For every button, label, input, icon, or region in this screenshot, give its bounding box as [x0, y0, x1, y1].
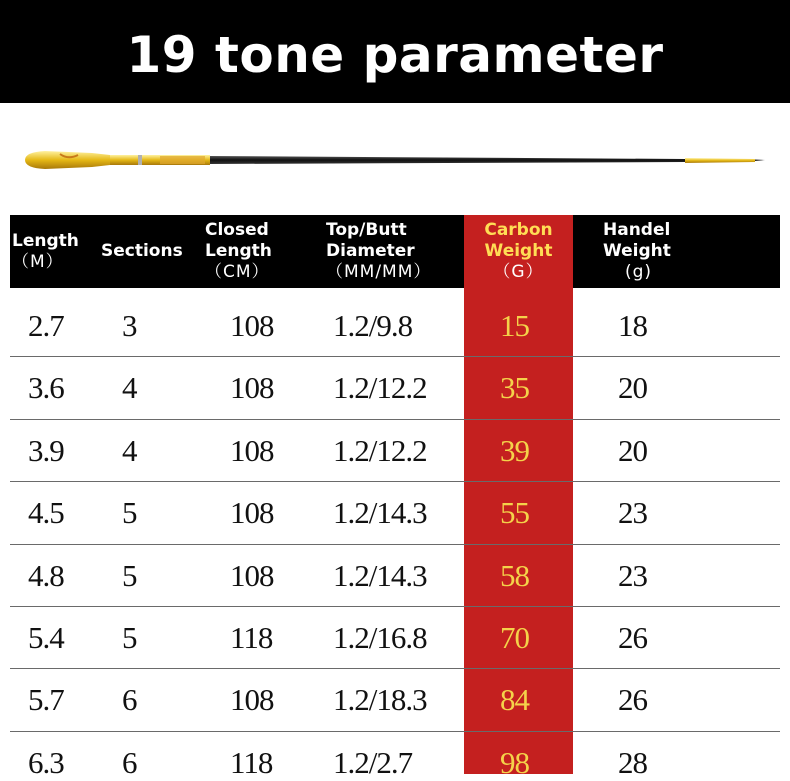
cell-closed: 108 [230, 682, 274, 718]
cell-closed: 118 [230, 744, 273, 780]
cell-handel: 18 [618, 308, 647, 343]
cell-length: 5.7 [28, 682, 64, 718]
cell-sections: 6 [122, 682, 137, 718]
cell-handel: 23 [618, 495, 647, 531]
fishing-rod-image [20, 140, 765, 180]
cell-closed: 108 [230, 432, 274, 468]
cell-carbon: 35 [500, 370, 529, 406]
cell-sections: 6 [122, 744, 137, 780]
header-diameter: Top/Butt Diameter （MM/MM） [326, 220, 432, 282]
cell-length: 2.7 [28, 308, 64, 343]
cell-closed: 108 [230, 557, 274, 593]
cell-handel: 26 [618, 682, 647, 718]
cell-closed: 118 [230, 620, 273, 655]
cell-diameter: 1.2/2.7 [333, 744, 413, 780]
cell-handel: 28 [618, 744, 647, 780]
title-banner [0, 0, 790, 103]
cell-sections: 5 [122, 557, 137, 593]
cell-closed: 108 [230, 308, 274, 343]
cell-carbon: 39 [500, 432, 529, 468]
header-length: Length （M） [12, 230, 79, 272]
cell-sections: 4 [122, 370, 137, 406]
header-closed-length: Closed Length （CM） [205, 220, 272, 282]
cell-diameter: 1.2/12.2 [333, 370, 427, 406]
header-handel-weight: Handel Weight (g) [603, 220, 671, 282]
cell-diameter: 1.2/16.8 [333, 620, 427, 655]
row-divider [10, 731, 780, 732]
cell-length: 3.9 [28, 432, 64, 468]
cell-diameter: 1.2/14.3 [333, 557, 427, 593]
cell-sections: 3 [122, 308, 137, 343]
cell-sections: 5 [122, 620, 137, 655]
row-divider [10, 419, 780, 420]
cell-handel: 26 [618, 620, 647, 655]
cell-diameter: 1.2/18.3 [333, 682, 427, 718]
cell-sections: 4 [122, 432, 137, 468]
cell-length: 4.8 [28, 557, 64, 593]
cell-carbon: 55 [500, 495, 529, 531]
cell-carbon: 70 [500, 620, 529, 655]
header-sections: Sections [101, 241, 183, 261]
cell-diameter: 1.2/9.8 [333, 308, 413, 343]
cell-closed: 108 [230, 495, 274, 531]
cell-handel: 20 [618, 370, 647, 406]
page-title: 19 tone parameter [126, 25, 664, 84]
cell-sections: 5 [122, 495, 137, 531]
row-divider [10, 544, 780, 545]
cell-carbon: 58 [500, 557, 529, 593]
cell-handel: 20 [618, 432, 647, 468]
cell-length: 4.5 [28, 495, 64, 531]
cell-length: 6.3 [28, 744, 64, 780]
cell-carbon: 98 [500, 744, 529, 780]
cell-length: 5.4 [28, 620, 64, 655]
cell-diameter: 1.2/12.2 [333, 432, 427, 468]
cell-diameter: 1.2/14.3 [333, 495, 427, 531]
cell-handel: 23 [618, 557, 647, 593]
cell-closed: 108 [230, 370, 274, 406]
cell-carbon: 84 [500, 682, 529, 718]
row-divider [10, 606, 780, 607]
row-divider [10, 481, 780, 482]
row-divider [10, 356, 780, 357]
cell-carbon: 15 [500, 308, 529, 343]
header-carbon-weight: Carbon Weight （G） [484, 220, 553, 282]
cell-length: 3.6 [28, 370, 64, 406]
row-divider [10, 668, 780, 669]
